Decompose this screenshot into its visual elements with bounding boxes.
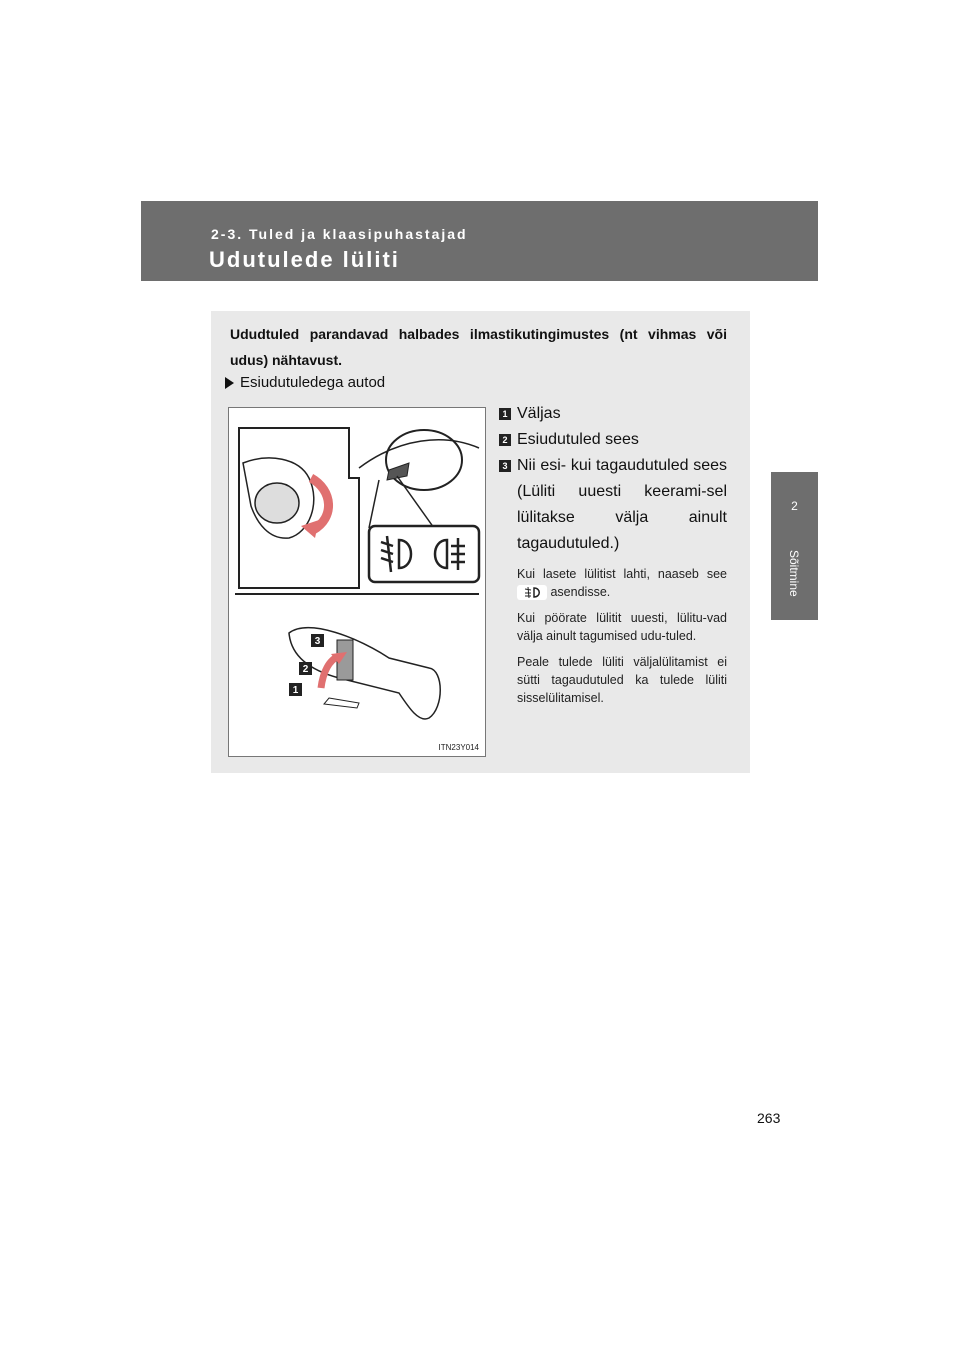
callout-3-label: 3	[314, 636, 321, 647]
callout-3	[311, 634, 324, 647]
fog-switch-illustration	[228, 407, 486, 757]
callout-1-label: 1	[292, 685, 299, 696]
variant-heading	[225, 374, 385, 391]
callout-2-label: 2	[302, 664, 309, 675]
legend-text: Nii esi- kui tagaudutuled sees (Lüliti uuesti keerami-sel lülitakse välja ainult tagaudutuled.)	[517, 457, 727, 552]
marker-3-icon: 3	[499, 460, 511, 472]
knob-shape	[255, 483, 299, 523]
page-number: 263	[757, 1110, 781, 1126]
chapter-number: 2	[791, 499, 798, 513]
callout-2	[299, 662, 312, 675]
legend	[499, 401, 727, 707]
legend-item-front-rear	[499, 453, 727, 557]
legend-item-front	[499, 427, 727, 453]
note-headlight: Peale tulede lüliti väljalülitamist ei sütti tagaudutuled ka tulede lüliti sisselülitamisel.	[517, 655, 727, 705]
chapter-header	[141, 201, 818, 281]
page-title: Udutulede lüliti	[209, 247, 400, 272]
intro-text: Ududtuled parandavad halbades ilmastikutingimustes (nt vihmas või udus) nähtavust.	[230, 326, 727, 368]
note-release	[499, 565, 727, 601]
chapter-tab	[771, 472, 818, 620]
note-text: Kui lasete lülitist lahti, naaseb see	[517, 567, 727, 581]
legend-text: Väljas	[517, 405, 561, 422]
legend-text: Esiudutuled sees	[517, 431, 639, 448]
legend-item-off	[499, 401, 727, 427]
figure-code: ITN23Y014	[438, 743, 479, 752]
note-text: asendisse.	[550, 585, 611, 599]
front-fog-inline-icon	[517, 585, 547, 600]
variant-label: Esiudutuledega autod	[240, 374, 386, 391]
marker-2-icon: 2	[499, 434, 511, 446]
callout-1	[289, 683, 302, 696]
chapter-label: Sõitmine	[787, 550, 801, 597]
triangle-bullet-icon	[225, 377, 234, 389]
illustration-drawing	[229, 408, 485, 756]
steering-wheel-shape	[386, 430, 462, 490]
note-rotate: Kui pöörate lülitit uuesti, lülitu-vad välja ainult tagumised udu-tuled.	[517, 611, 727, 643]
marker-1-icon: 1	[499, 408, 511, 420]
content-box	[211, 311, 750, 773]
section-label: 2-3. Tuled ja klaasipuhastajad	[211, 226, 468, 242]
